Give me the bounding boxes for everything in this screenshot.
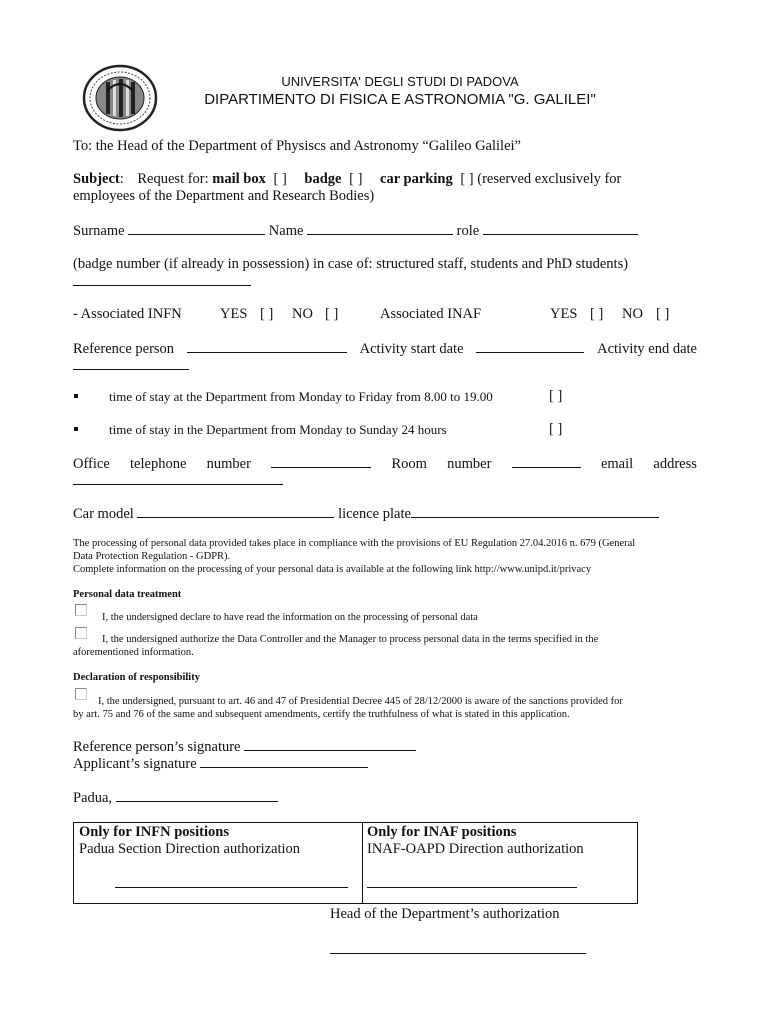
subject-colon: : xyxy=(119,171,124,187)
associated-infn-label: - Associated INFN xyxy=(73,306,182,322)
stay-weekday-label: time of stay at the Department from Monday to Friday from 8.00 to 19.00 xyxy=(109,389,493,404)
reference-person-label: Reference person xyxy=(73,341,175,357)
privacy-text-1: The processing of personal data provided takes place in compliance with the provisions of EU Regulation 27.04.2016 n. 679 (General xyxy=(73,538,636,549)
reference-signature-field[interactable] xyxy=(244,738,416,751)
identity-line xyxy=(73,222,638,240)
telephone-word: telephone xyxy=(130,456,187,472)
table-divider xyxy=(362,823,363,903)
authorize-checkbox[interactable] xyxy=(75,627,87,639)
name-field[interactable] xyxy=(307,222,453,235)
department-name: DIPARTIMENTO DI FISICA E ASTRONOMIA "G. GALILEI" xyxy=(204,91,596,108)
reserved-note-continued: employees of the Department and Research Bodies) xyxy=(73,188,375,204)
office-line xyxy=(73,455,697,473)
infn-no-label: NO xyxy=(292,306,313,322)
infn-no-checkbox[interactable]: [ ] xyxy=(325,306,339,322)
email-address-field[interactable] xyxy=(73,484,283,485)
role-field[interactable] xyxy=(483,222,638,235)
responsibility-text-1: I, the undersigned, pursuant to art. 46 and 47 of Presidential Decree 445 of 28/12/2000 is aware of the sanctions provided for xyxy=(98,696,623,707)
infn-subtitle: Padua Section Direction authorization xyxy=(79,841,301,857)
stay-weekday-checkbox[interactable]: [ ] xyxy=(549,388,563,404)
infn-yes-checkbox[interactable]: [ ] xyxy=(260,306,274,322)
responsibility-checkbox[interactable] xyxy=(75,688,87,700)
inaf-no-checkbox[interactable]: [ ] xyxy=(656,306,670,322)
car-parking-checkbox[interactable]: [ ] xyxy=(460,171,474,187)
car-parking-label: car parking xyxy=(380,171,453,187)
surname-label: Surname xyxy=(73,223,125,239)
surname-field[interactable] xyxy=(128,222,265,235)
inaf-no-label: NO xyxy=(622,306,643,322)
responsibility-title: Declaration of responsibility xyxy=(73,672,200,683)
email-word: email xyxy=(600,456,634,472)
car-line xyxy=(73,505,659,523)
room-number-field[interactable] xyxy=(512,455,581,468)
room-number-word: number xyxy=(447,456,492,472)
car-model-label: Car model xyxy=(73,506,134,522)
room-word: Room xyxy=(391,456,427,472)
infn-title: Only for INFN positions xyxy=(79,824,229,840)
authorize-text: I, the undersigned authorize the Data Controller and the Manager to process personal data in the terms specified in the xyxy=(102,634,599,645)
responsibility-text-2: by art. 75 and 76 of the same and subsequent amendments, certify the truthfulness of what is stated in this application. xyxy=(73,709,570,720)
activity-end-label: Activity end date xyxy=(597,341,697,357)
mail-box-checkbox[interactable]: [ ] xyxy=(273,171,287,187)
authorize-label xyxy=(102,634,697,645)
addressee-line: To: the Head of the Department of Physiscs and Astronomy “Galileo Galilei” xyxy=(73,138,521,154)
university-name: UNIVERSITA' DEGLI STUDI DI PADOVA xyxy=(281,74,519,89)
applicant-signature-field[interactable] xyxy=(200,755,368,768)
bullet-icon xyxy=(74,394,78,398)
stay-weekend-checkbox[interactable]: [ ] xyxy=(549,421,563,437)
reference-person-field[interactable] xyxy=(187,340,347,353)
badge-label: badge xyxy=(304,171,342,187)
reference-signature-label: Reference person’s signature xyxy=(73,739,241,755)
badge-number-text: (badge number (if already in possession) in case of: structured staff, students and PhD students) xyxy=(73,256,629,272)
applicant-signature-line xyxy=(73,755,368,773)
activity-end-field[interactable] xyxy=(73,369,189,370)
name-label: Name xyxy=(268,223,304,239)
padua-line xyxy=(73,789,278,807)
mail-box-label: mail box xyxy=(212,171,266,187)
number-word: number xyxy=(206,456,251,472)
office-word: Office xyxy=(73,456,110,472)
padua-date-field[interactable] xyxy=(116,789,278,802)
activity-start-label: Activity start date xyxy=(359,341,464,357)
badge-number-note xyxy=(73,256,697,273)
associated-inaf-label: Associated INAF xyxy=(380,306,482,322)
inaf-yes-label: YES xyxy=(550,306,578,322)
reference-line xyxy=(73,340,697,358)
bullet-icon xyxy=(74,427,78,431)
badge-number-field[interactable] xyxy=(73,285,251,286)
subject-label: Subject xyxy=(73,171,120,187)
infn-yes-label: YES xyxy=(220,306,248,322)
badge-checkbox[interactable]: [ ] xyxy=(349,171,363,187)
address-word: address xyxy=(653,456,697,472)
subject-line xyxy=(73,171,621,188)
privacy-text-3: Complete information on the processing of your personal data is available at the following link http://www.unipd.it/privacy xyxy=(73,564,592,575)
inaf-yes-checkbox[interactable]: [ ] xyxy=(590,306,604,322)
office-telephone-field[interactable] xyxy=(271,455,371,468)
padua-label: Padua, xyxy=(73,790,113,806)
read-info-checkbox[interactable] xyxy=(75,604,87,616)
licence-plate-field[interactable] xyxy=(411,505,659,518)
stay-weekend-label: time of stay in the Department from Monday to Sunday 24 hours xyxy=(109,422,447,437)
inaf-subtitle: INAF-OAPD Direction authorization xyxy=(367,841,584,857)
authorize-label-continued: aforementioned information. xyxy=(73,647,194,658)
head-signature-field[interactable] xyxy=(330,953,586,954)
licence-plate-label: licence plate xyxy=(338,506,411,522)
reference-signature-line xyxy=(73,738,416,756)
reserved-note: (reserved exclusively for xyxy=(477,171,622,187)
inaf-title: Only for INAF positions xyxy=(367,824,517,840)
role-label: role xyxy=(456,223,480,239)
read-info-label: I, the undersigned declare to have read the information on the processing of personal data xyxy=(102,612,478,623)
inaf-signature-field[interactable] xyxy=(367,887,577,888)
request-for-label: Request for: xyxy=(137,171,209,187)
personal-data-title: Personal data treatment xyxy=(73,589,182,600)
privacy-text-2: Data Protection Regulation - GDPR). xyxy=(73,551,231,562)
car-model-field[interactable] xyxy=(137,505,334,518)
activity-start-field[interactable] xyxy=(476,340,584,353)
head-authorization-label: Head of the Department’s authorization xyxy=(330,906,560,922)
infn-signature-field[interactable] xyxy=(115,887,348,888)
applicant-signature-label: Applicant’s signature xyxy=(73,756,197,772)
